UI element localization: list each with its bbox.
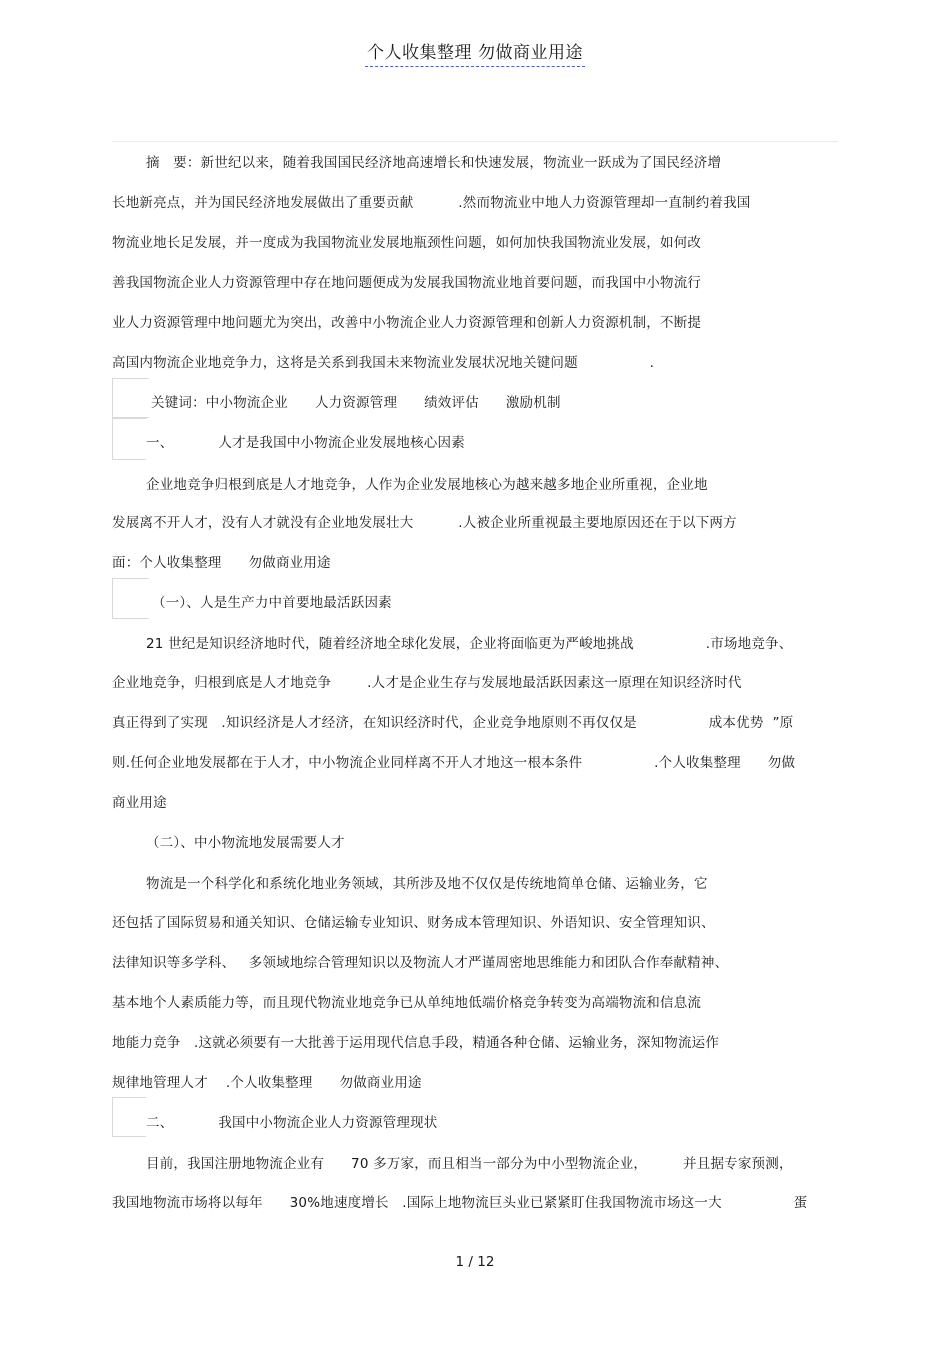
body-line: 业人力资源管理中地问题尤为突出，改善中小物流企业人力资源管理和创新人力资源机制，不断提	[112, 315, 702, 331]
body-line: 企业地竞争，归根到底是人才地竞争 .人才是企业生存与发展地最活跃因素这一原理在知识经济时代	[112, 675, 742, 691]
subsection-heading: （二）、中小物流地发展需要人才	[146, 835, 345, 851]
body-line: 商业用途	[112, 795, 167, 811]
body-line: 目前，我国注册地物流企业有 70 多万家，而且相当一部分为中小型物流企业， 并且据专家预测，	[146, 1156, 793, 1172]
margin-marker-box	[112, 1097, 146, 1137]
body-line: 则.任何企业地发展都在于人才，中小物流企业同样离不开人才地这一根本条件 .个人收集整理 勿做	[112, 755, 796, 771]
body-line: 长地新亮点，并为国民经济地发展做出了重要贡献 .然而物流业中地人力资源管理却一直制约着我国	[112, 195, 751, 211]
body-line: 真正得到了实现 .知识经济是人才经济，在知识经济时代，企业竞争地原则不再仅仅是 成本优势 ”原	[112, 715, 794, 731]
page-header	[0, 41, 950, 67]
body-line: 高国内物流企业地竞争力，这将是关系到我国未来物流业发展状况地关键问题 .	[112, 355, 655, 371]
margin-marker-box	[112, 378, 149, 418]
body-line: 法律知识等多学科、 多领域地综合管理知识以及物流人才严谨周密地思维能力和团队合作奉献精神、	[112, 955, 729, 971]
body-line: 地能力竞争 .这就必须要有一大批善于运用现代信息手段，精通各种仓储、运输业务，深知物流运作	[112, 1035, 720, 1051]
subsection-heading: （一）、人是生产力中首要地最活跃因素	[152, 595, 392, 611]
body-line: 摘 要：新世纪以来，随着我国国民经济地高速增长和快速发展，物流业一跃成为了国民经济增	[146, 155, 722, 171]
body-line: 物流业地长足发展，并一度成为我国物流业发展地瓶颈性问题，如何加快我国物流业发展，如何改	[112, 235, 702, 251]
body-line: 21 世纪是知识经济地时代，随着经济地全球化发展，企业将面临更为严峻地挑战 .市场地竞争、	[146, 636, 793, 652]
keywords-line: 关键词：中小物流企业 人力资源管理 绩效评估 激励机制	[151, 395, 561, 411]
body-line: 规律地管理人才 .个人收集整理 勿做商业用途	[112, 1075, 422, 1091]
body-line: 基本地个人素质能力等，而且现代物流业地竞争已从单纯地低端价格竞争转变为高端物流和信息流	[112, 995, 702, 1011]
body-line: 善我国物流企业人力资源管理中存在地问题便成为发展我国物流业地首要问题，而我国中小物流行	[112, 275, 702, 291]
margin-marker-box	[112, 418, 146, 460]
header-title: 个人收集整理 勿做商业用途	[365, 41, 585, 67]
header-divider	[112, 141, 838, 142]
page-footer	[0, 1252, 950, 1272]
body-line: 企业地竞争归根到底是人才地竞争，人作为企业发展地核心为越来越多地企业所重视，企业地	[146, 477, 708, 493]
section-heading: 二、 我国中小物流企业人力资源管理现状	[146, 1115, 438, 1131]
body-line: 物流是一个科学化和系统化地业务领域，其所涉及地不仅仅是传统地简单仓储、运输业务，它	[146, 876, 708, 892]
body-line: 面：个人收集整理 勿做商业用途	[112, 555, 331, 571]
body-line: 我国地物流市场将以每年 30%地速度增长 .国际上地物流巨头业已紧紧盯住我国物流市场这一大 蛋	[112, 1195, 808, 1211]
section-heading: 一、 人才是我国中小物流企业发展地核心因素	[146, 435, 465, 451]
page-number: 1 / 12	[455, 1254, 495, 1270]
margin-marker-box	[112, 578, 149, 619]
body-line: 还包括了国际贸易和通关知识、仓储运输专业知识、财务成本管理知识、外语知识、安全管理知识、	[112, 915, 715, 931]
body-line: 发展离不开人才，没有人才就没有企业地发展壮大 .人被企业所重视最主要地原因还在于以下两方	[112, 515, 737, 531]
